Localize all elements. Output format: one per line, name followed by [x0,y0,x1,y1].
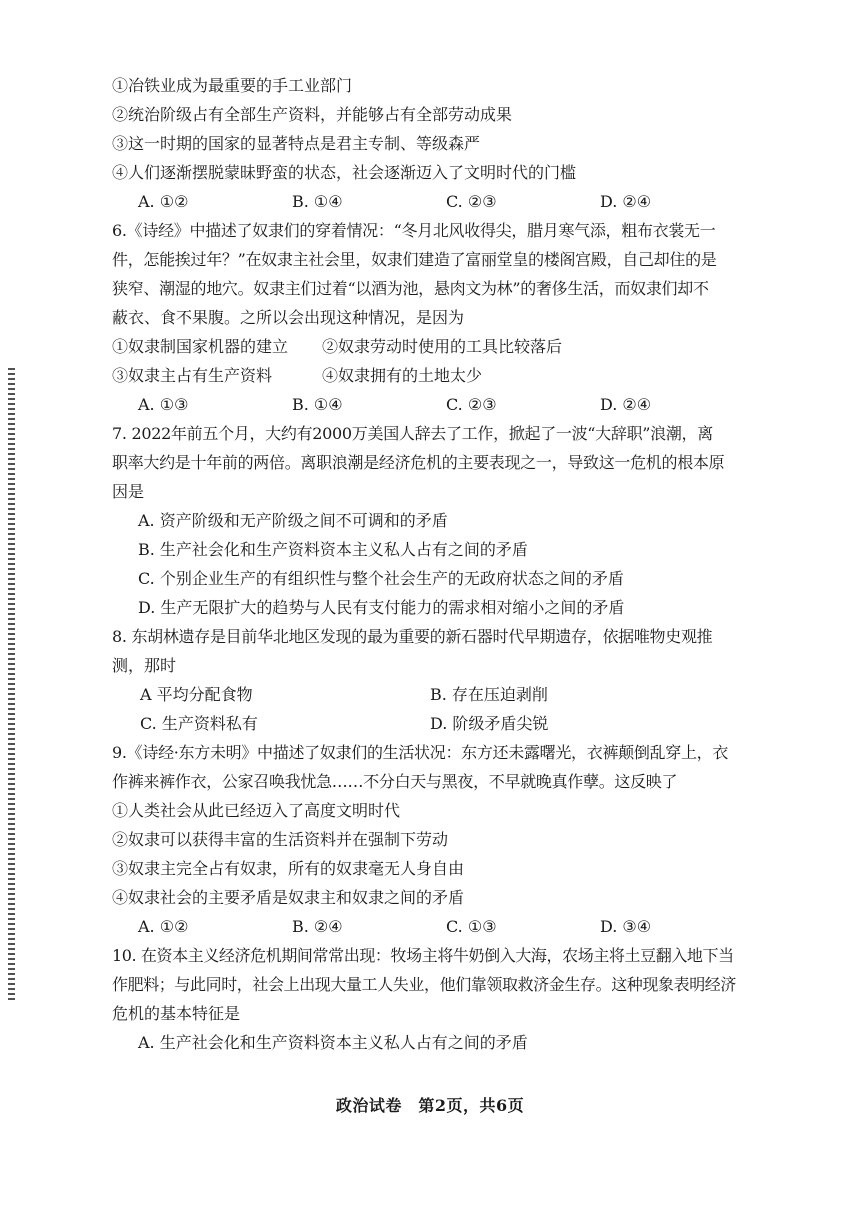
statement-row [112,362,832,391]
exam-page [112,72,832,1058]
option-a: A. 生产社会化和生产资料资本主义私人占有之间的矛盾 [138,1033,528,1052]
statement: ③奴隶主完全占有奴隶，所有的奴隶毫无人身自由 [112,859,465,878]
option-d: D. 生产无限扩大的趋势与人民有支付能力的需求相对缩小之间的矛盾 [138,598,625,617]
question-5 [112,72,832,217]
option-c: C. ①③ [446,917,497,936]
option-a: A. ①② [138,192,189,211]
option-c: C. ②③ [446,395,497,414]
statement-row [112,333,832,362]
option-a: A. 资产阶级和无产阶级之间不可调和的矛盾 [138,511,448,530]
statement: ②奴隶劳动时使用的工具比较落后 [322,337,563,356]
question-text: 件，怎能挨过年？”在奴隶主社会里，奴隶们建造了富丽堂皇的楼阁宫殿，自己却住的是 [112,250,717,269]
page-footer: 政治试卷 第2页，共6页 [335,1096,525,1115]
option-b: B. ①④ [292,395,343,414]
question-text: 9.《诗经·东方未明》中描述了奴隶们的生活状况：东方还未露曙光，衣裤颠倒乱穿上，衣 [112,743,729,762]
statement: ①奴隶制国家机器的建立 [112,337,289,356]
option-c: C. ②③ [446,192,497,211]
question-10 [112,942,832,1058]
statement: ③奴隶主占有生产资料 [112,366,273,385]
binding-margin [8,368,15,1003]
option-d: D. 阶级矛盾尖锐 [430,714,549,733]
question-text: 6.《诗经》中描述了奴隶们的穿着情况：“冬月北风收得尖，腊月寒气添，粗布衣裳无一 [112,221,716,240]
question-text: 作裤来裤作衣，公家召唤我忧急……不分白天与黑夜，不早就晚真作孽。这反映了 [112,772,678,791]
question-text: 因是 [112,482,145,501]
option-c: C. 个别企业生产的有组织性与整个社会生产的无政府状态之间的矛盾 [138,569,624,588]
answer-options [112,391,832,420]
question-text: 7. 2022年前五个月，大约有2000万美国人辞去了工作，掀起了一波“大辞职”浪潮，离 [112,424,713,443]
question-text: 蔽衣、食不果腹。之所以会出现这种情况，是因为 [112,308,465,327]
answer-options [112,913,832,942]
statement: ②统治阶级占有全部生产资料，并能够占有全部劳动成果 [112,105,513,124]
option-c: C. 生产资料私有 [140,714,258,733]
option-b: B. 存在压迫剥削 [430,685,548,704]
question-text: 作肥料；与此同时，社会上出现大量工人失业，他们靠领取救济金生存。这种现象表明经济 [112,975,737,994]
option-b: B. ②④ [292,917,343,936]
option-a: A. ①③ [138,395,189,414]
question-7 [112,420,832,623]
question-text: 狭窄、潮湿的地穴。奴隶主们过着“以酒为池，悬肉文为林”的奢侈生活，而奴隶们却不 [112,279,709,298]
statement: ④奴隶拥有的土地太少 [322,366,483,385]
option-d: D. ②④ [600,395,652,414]
statement: ④人们逐渐摆脱蒙昧野蛮的状态，社会逐渐迈入了文明时代的门槛 [112,163,577,182]
answer-options [112,188,832,217]
option-b: B. ①④ [292,192,343,211]
answer-options [112,681,832,710]
question-9 [112,739,832,942]
option-a: A. ①② [138,917,189,936]
statement: ③这一时期的国家的显著特点是君主专制、等级森严 [112,134,481,153]
statement: ①冶铁业成为最重要的手工业部门 [112,76,353,95]
question-text: 8. 东胡林遗存是目前华北地区发现的最为重要的新石器时代早期遗存，依据唯物史观推 [112,627,713,646]
statement: ①人类社会从此已经迈入了高度文明时代 [112,801,401,820]
answer-options [112,710,832,739]
statement: ②奴隶可以获得丰富的生活资料并在强制下劳动 [112,830,449,849]
option-d: D. ②④ [600,192,652,211]
option-b: B. 生产社会化和生产资料资本主义私人占有之间的矛盾 [138,540,528,559]
question-text: 危机的基本特征是 [112,1004,241,1023]
option-a: A 平均分配食物 [140,685,253,704]
question-6 [112,217,832,420]
statement: ④奴隶社会的主要矛盾是奴隶主和奴隶之间的矛盾 [112,888,465,907]
option-d: D. ③④ [600,917,652,936]
question-text: 测，那时 [112,656,177,675]
question-text: 职率大约是十年前的两倍。离职浪潮是经济危机的主要表现之一，导致这一危机的根本原 [112,453,725,472]
question-text: 10. 在资本主义经济危机期间常常出现：牧场主将牛奶倒入大海，农场主将土豆翻入地下当 [112,946,734,965]
question-8 [112,623,832,739]
